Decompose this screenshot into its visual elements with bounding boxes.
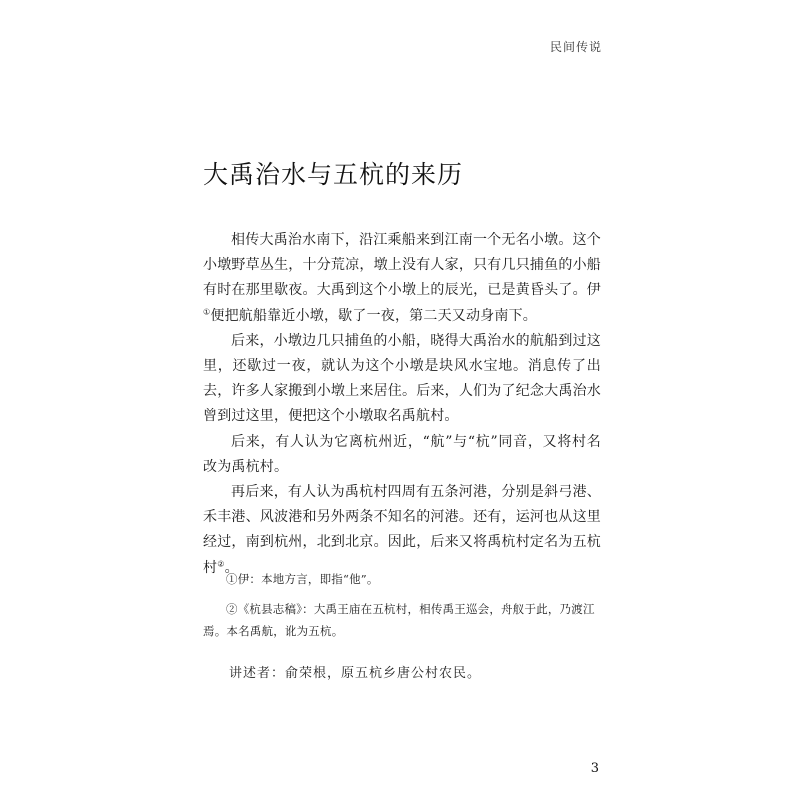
story-paragraph [203,228,601,329]
story-paragraph [203,480,601,581]
paragraph-text: 相传大禹治水南下，沿江乘船来到江南一个无名小墩。这个小墩野草丛生，十分荒凉，墩上没有人家，只有几只捕鱼的小船有时在那里歇夜。大禹到这个小墩上的辰光，已是黄昏头了。伊 [203,232,601,299]
footnote: ②《杭县志稿》：大禹王庙在五杭村，相传禹王巡会，舟舣于此，乃渡江焉。本名禹航，讹为五杭。 [203,602,595,638]
story-paragraph: 后来，有人认为它离杭州近，“航”与“杭”同音，又将村名改为禹杭村。 [203,433,601,475]
narrator-credit: 讲述者：俞荣根，原五杭乡唐公村农民。 [229,666,482,681]
footnote-marker: ① [203,306,211,316]
story-paragraph: 后来，小墩边几只捕鱼的小船，晓得大禹治水的航船到过这里，还歇过一夜，就认为这个小墩是块风水宝地。消息传了出去，许多人家搬到小墩上来居住。后来，人们为了纪念大禹治水曾到过这里，便把这个小墩取名禹航村。 [203,332,601,425]
paragraph-text: 。 [224,559,239,576]
paragraph-text: 再后来，有人认为禹杭村四周有五条河港，分别是斜弓港、禾丰港、风波港和另外两条不知名的河港。还有，运河也从这里经过，南到杭州，北到北京。因此，后来又将禹杭村定名为五杭村 [203,484,601,576]
running-header: 民间传说 [549,40,602,54]
story-body [203,228,601,581]
footnotes [203,568,601,650]
paragraph-text: 便把航船靠近小墩，歇了一夜，第二天又动身南下。 [210,307,537,324]
page-number: 3 [590,761,599,776]
footnote-marker: ② [217,558,225,568]
footnote: ①伊：本地方言，即指“他”。 [226,572,379,586]
story-title: 大禹治水与五杭的来历 [203,160,464,189]
